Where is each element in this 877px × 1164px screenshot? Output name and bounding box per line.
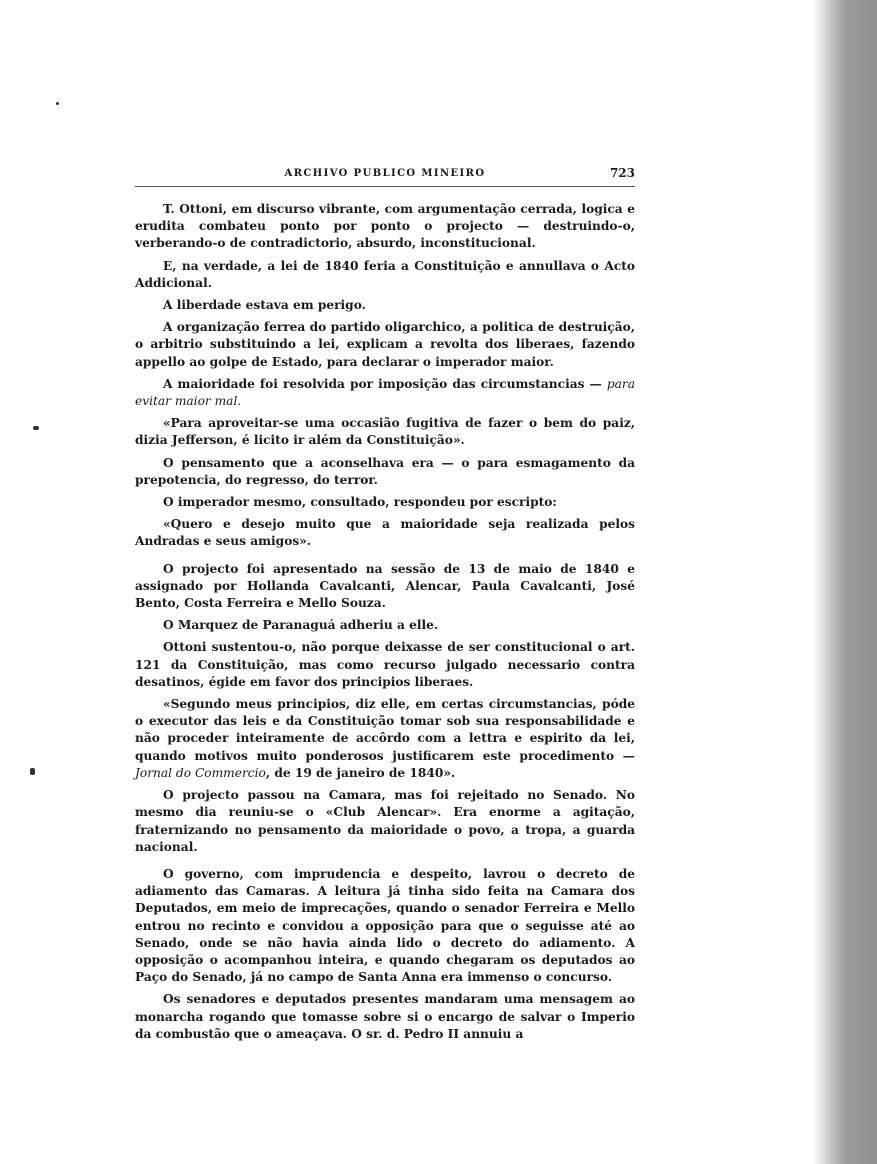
paragraph-text: A maioridade foi resolvida por imposição das circumstancias — — [163, 376, 602, 391]
page-text-block — [135, 160, 635, 1048]
paragraph: T. Ottoni, em discurso vibrante, com argumentação cerrada, logica e erudita combateu ponto por ponto o projecto — destruindo-o, verberando-o de contradictorio, absurdo, inconstitucional. — [135, 202, 635, 251]
italic-source: Jornal do Commercio — [135, 765, 266, 780]
paragraph-with-italic — [135, 376, 635, 410]
paragraph: O pensamento que a aconselhava era — o para esmagamento da prepotencia, do regresso, do terror. — [135, 455, 635, 487]
paragraph: E, na verdade, a lei de 1840 feria a Constituição e annullava o Acto Addicional. — [135, 258, 635, 290]
paragraph: O governo, com imprudencia e despeito, lavrou o decreto de adiamento das Camaras. A leitura já tinha sido feita na Camara dos Deputados, em meio de imprecações, quando o senador Ferreira e Mello entrou no recinto e convidou a opposição para que o seguisse até ao Senado, onde se não havia ainda lido o decreto do adiamento. A opposição o acompanhou inteira, e quando chegaram os deputados ao Paço do Senado, já no campo de Santa Anna era immenso o concurso. — [135, 866, 635, 985]
paragraph: O Marquez de Paranaguá adheriu a elle. — [163, 618, 439, 633]
page-binding-shadow — [813, 0, 877, 1164]
scan-speck-top — [56, 102, 59, 105]
paragraph: O projecto passou na Camara, mas foi rejeitado no Senado. No mesmo dia reuniu-se o «Club Alencar». Era enorme a agitação, fraternizando no pensamento da maioridade o povo, a tropa, a guarda nacional. — [135, 788, 635, 854]
page-number: 723 — [609, 166, 635, 180]
scan-speck-mid — [33, 426, 39, 430]
scan-speck-low — [30, 768, 35, 775]
paragraph: O imperador mesmo, consultado, respondeu por escripto: — [163, 495, 557, 510]
paragraph: O projecto foi apresentado na sessão de 13 de maio de 1840 e assignado por Hollanda Cavalcanti, Alencar, Paula Cavalcanti, José Bento, Costa Ferreira e Mello Souza. — [135, 561, 635, 611]
running-header-title: ARCHIVO PUBLICO MINEIRO — [284, 168, 486, 179]
paragraph-with-italic — [135, 696, 635, 782]
paragraph-text-tail: , de 19 de janeiro de 1840». — [265, 765, 456, 780]
paragraph: A organização ferrea do partido oligarchico, a politica de destruição, o arbitrio substituindo a lei, explicam a revolta dos liberaes, fazendo appello ao golpe de Estado, para declarar o imperador maior. — [135, 320, 635, 369]
running-header — [135, 160, 635, 187]
paragraph: Ottoni sustentou-o, não porque deixasse de ser constitucional o art. 121 da Constituição, mas como recurso julgado necessario contra desatinos, égide em favor dos principios liberaes. — [135, 640, 635, 689]
paragraph: «Para aproveitar-se uma occasião fugitiva de fazer o bem do paiz, dizia Jefferson, é licito ir além da Constituição». — [135, 416, 635, 448]
paragraph: A liberdade estava em perigo. — [163, 298, 366, 313]
paragraph-text: «Segundo meus principios, diz elle, em certas circumstancias, póde o executor das leis e da Constituição tomar sob sua responsabilidade e não proceder inteiramente de accôrdo com a lettra e espirito da lei, quando motivos muito ponderosos justificarem este procedimento — — [135, 697, 635, 763]
paragraph: «Quero e desejo muito que a maioridade seja realizada pelos Andradas e seus amigos». — [135, 517, 635, 549]
italic-quote: para evitar maior mal. — [135, 376, 635, 409]
paragraph: Os senadores e deputados presentes mandaram uma mensagem ao monarcha rogando que tomasse sobre si o encargo de salvar o Imperio da combustão que o ameaçava. O sr. d. Pedro II annuiu a — [135, 992, 635, 1041]
